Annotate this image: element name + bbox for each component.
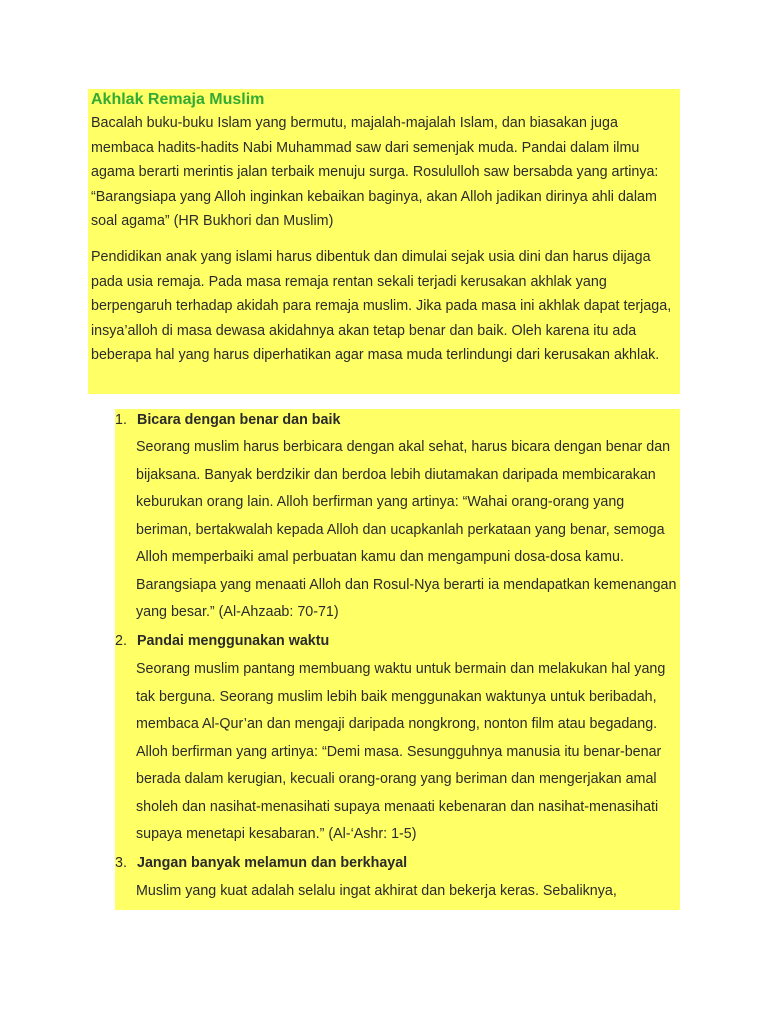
list-item-1-heading — [115, 410, 340, 430]
article-title: Akhlak Remaja Muslim — [91, 91, 265, 108]
numbered-list — [115, 409, 680, 910]
intro-paragraph-1: Bacalah buku-buku Islam yang bermutu, majalah-majalah Islam, dan biasakan juga membaca hadits-hadits Nabi Muhammad saw dari semenjak muda. Pandai dalam ilmu agama berarti merintis jalan terbaik menuju surga. Rosululloh saw bersabda yang artinya: “Barangsiapa yang Alloh inginkan kebaikan baginya, akan Alloh jadikan dirinya ahli dalam soal agama” (HR Bukhori dan Muslim) — [91, 115, 659, 229]
list-item-title: Pandai menggunakan waktu — [137, 633, 330, 649]
list-item-number: 2. — [115, 633, 127, 649]
list-item-1-body: Seorang muslim harus berbicara dengan akal sehat, harus bicara dengan benar dan bijaksana. Banyak berdzikir dan berdoa lebih diutamakan daripada membicarakan keburukan orang lain. Alloh berfirman yang artinya: “Wahai orang-orang yang beriman, bertakwalah kepada Alloh dan ucapkanlah perkataan yang benar, semoga Alloh memperbaiki amal perbuatan kamu dan mengampuni dosa-dosa kamu. Barangsiapa yang menaati Alloh dan Rosul-Nya berarti ia mendapatkan kemenangan yang besar.” (Al-Ahzaab: 70-71) — [136, 439, 677, 620]
list-item-title: Bicara dengan benar dan baik — [137, 412, 341, 428]
list-item-number: 1. — [115, 412, 127, 428]
intro-section — [88, 89, 680, 394]
list-item-2-heading — [115, 631, 329, 651]
intro-paragraph-2: Pendidikan anak yang islami harus dibentuk dan dimulai sejak usia dini dan harus dijaga pada usia remaja. Pada masa remaja rentan sekali terjadi kerusakan akhlak yang berpengaruh terhadap akidah para remaja muslim. Jika pada masa ini akhlak dapat terjaga, insya’alloh di masa dewasa akidahnya akan tetap benar dan baik. Oleh karena itu ada beberapa hal yang harus diperhatikan agar masa muda terlindungi dari kerusakan akhlak. — [91, 249, 672, 363]
list-item-3-heading — [115, 853, 407, 873]
list-item-3-body: Muslim yang kuat adalah selalu ingat akhirat dan bekerja keras. Sebaliknya, — [136, 883, 617, 899]
list-item-2-body: Seorang muslim pantang membuang waktu untuk bermain dan melakukan hal yang tak berguna. Seorang muslim lebih baik menggunakan waktunya untuk beribadah, membaca Al-Qur’an dan mengaji daripada nongkrong, nonton film atau begadang. Alloh berfirman yang artinya: “Demi masa. Sesungguhnya manusia itu benar-benar berada dalam kerugian, kecuali orang-orang yang beriman dan mengerjakan amal sholeh dan nasihat-menasihati supaya menaati kebenaran dan nasihat-menasihati supaya menetapi kesabaran.” (Al-‘Ashr: 1-5) — [136, 661, 666, 842]
list-item-title: Jangan banyak melamun dan berkhayal — [137, 855, 408, 871]
list-item-number: 3. — [115, 855, 127, 871]
